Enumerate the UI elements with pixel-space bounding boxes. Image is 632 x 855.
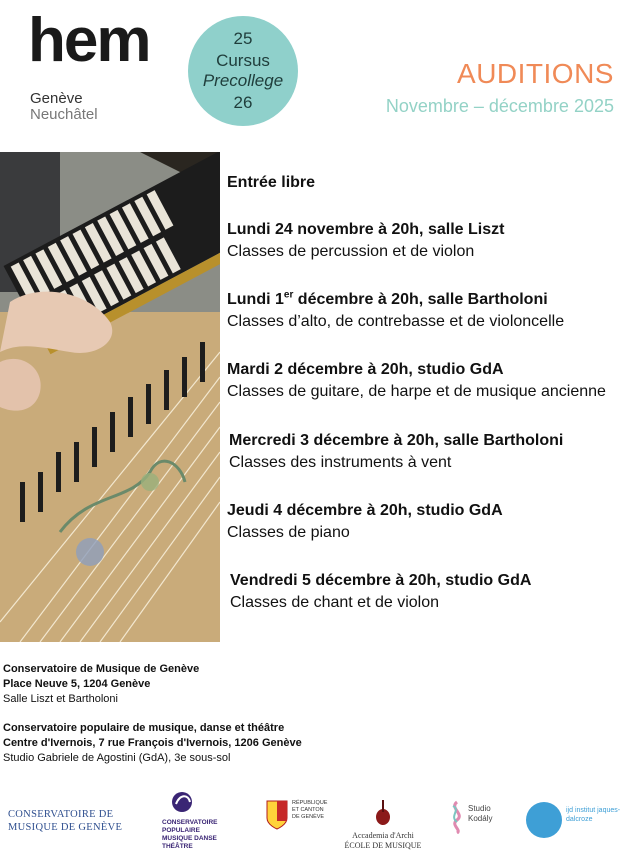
violin-icon — [371, 800, 395, 826]
cp-symbol-icon — [162, 790, 202, 814]
geneve-shield-icon — [266, 800, 288, 830]
geneve-canton-logo: RÉPUBLIQUE ET CANTON DE GENÈVE — [266, 800, 332, 830]
accademia-archi-logo: Accademia d'Archi ÉCOLE DE MUSIQUE — [344, 800, 422, 851]
ijd-logo: ijd institut jaques-dalcroze — [526, 802, 626, 838]
studio-kodaly-logo: Studio Kodály — [446, 800, 506, 834]
audition-date: Lundi 24 novembre à 20h, salle Liszt — [227, 221, 505, 238]
conservatoire-populaire-logo: CONSERVATOIRE POPULAIRE MUSIQUE DANSE THÉÂTRE — [162, 790, 242, 851]
hem-logo: hem — [28, 6, 150, 75]
audition-classes: Classes de piano — [227, 524, 350, 541]
audition-item — [227, 359, 606, 403]
audition-date: Mardi 2 décembre à 20h, studio GdA — [227, 361, 504, 378]
venue-address: Conservatoire de Musique de Genève Place Neuve 5, 1204 Genève Salle Liszt et Bartholoni — [3, 663, 200, 705]
audition-classes: Classes des instruments à vent — [229, 454, 452, 471]
audition-item — [229, 430, 563, 474]
free-entry-label: Entrée libre — [227, 174, 316, 191]
period-subtitle: Novembre – décembre 2025 — [385, 96, 614, 116]
audition-date: Vendredi 5 décembre à 20h, studio GdA — [230, 572, 532, 589]
kodaly-swirl-icon — [446, 800, 468, 834]
audition-date: Lundi 1er décembre à 20h, salle Bartholoni — [227, 289, 548, 308]
audition-classes: Classes de guitare, de harpe et de musique ancienne — [227, 383, 606, 400]
cursus-precollege: Precollege — [202, 71, 284, 90]
cursus-year-start: 25 — [233, 29, 253, 48]
audition-item — [227, 219, 504, 263]
audition-classes: Classes d’alto, de contrebasse et de violoncelle — [227, 313, 565, 330]
page-title: AUDITIONS — [457, 58, 614, 89]
audition-classes: Classes de percussion et de violon — [227, 243, 475, 260]
audition-date: Jeudi 4 décembre à 20h, studio GdA — [227, 502, 503, 519]
audition-item — [227, 500, 503, 544]
cmg-logo: CONSERVATOIRE DE MUSIQUE DE GENÈVE — [8, 809, 123, 833]
audition-item — [227, 289, 564, 333]
harpsichord-photo — [0, 152, 220, 642]
city-geneve: Genève — [30, 90, 83, 107]
cursus-label: Cursus — [216, 51, 270, 70]
cursus-year-end: 26 — [233, 93, 253, 112]
ijd-circle-icon — [526, 802, 562, 838]
venue-address: Conservatoire populaire de musique, danse et théâtre Centre d'Ivernois, 7 rue François d'Ivernois, 1206 Genève Studio Gabriele de Agostini (GdA), 3e sous-sol — [3, 722, 302, 764]
audition-classes: Classes de chant et de violon — [230, 594, 440, 611]
audition-item — [230, 570, 531, 614]
city-neuchatel: Neuchâtel — [30, 106, 98, 123]
cursus-badge — [188, 16, 298, 126]
audition-date: Mercredi 3 décembre à 20h, salle Bartholoni — [229, 432, 564, 449]
